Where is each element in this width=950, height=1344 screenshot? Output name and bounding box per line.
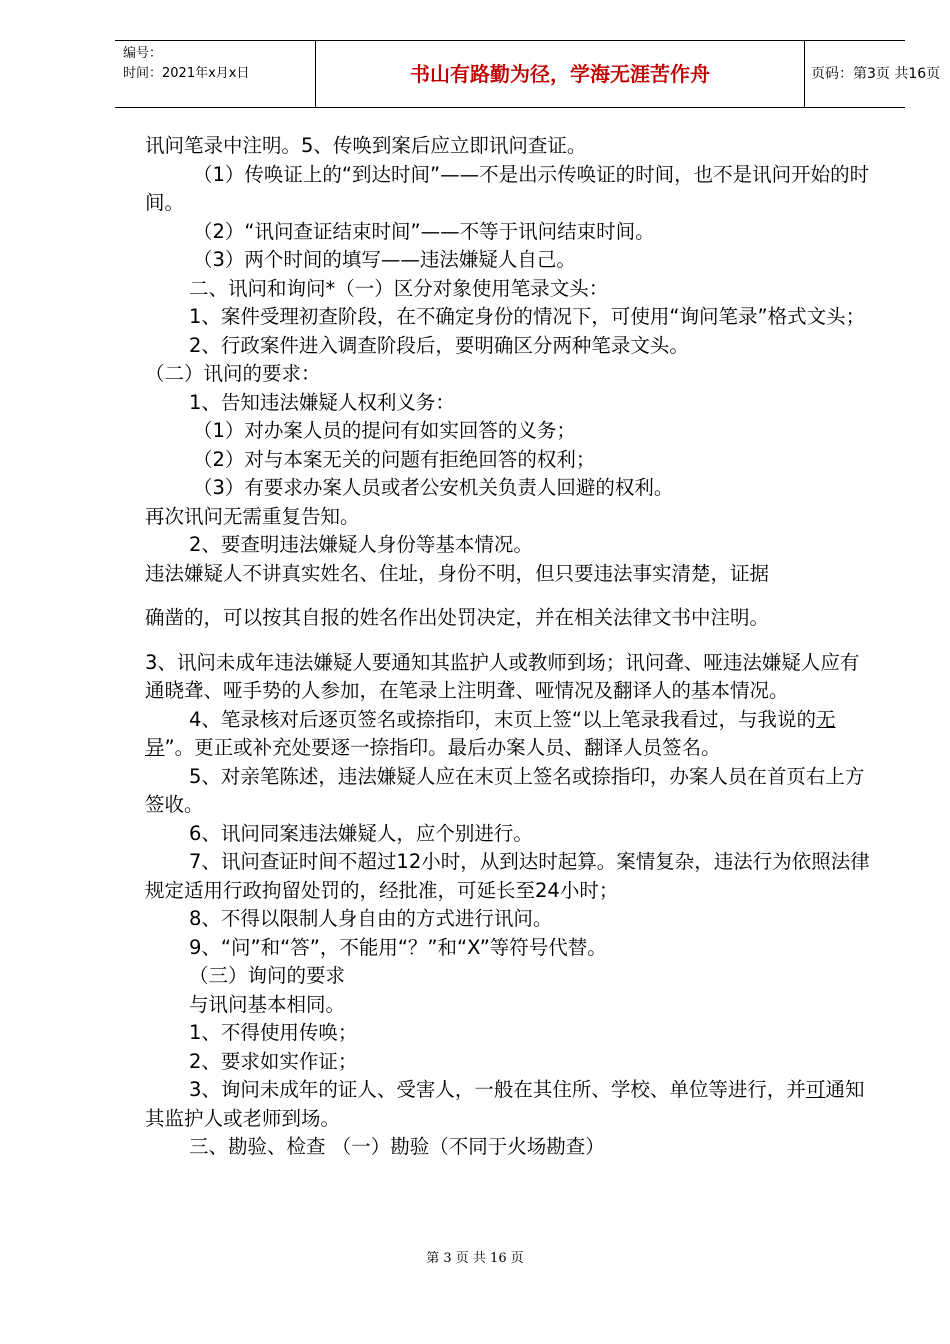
paragraph: （2）对与本案无关的问题有拒绝回答的权利；	[193, 447, 596, 471]
paragraph	[145, 706, 875, 763]
paragraph: 3、讯问未成年违法嫌疑人要通知其监护人或教师到场；讯问聋、哑违法嫌疑人应有通晓聋、哑手势的人参加，在笔录上注明聋、哑情况及翻译人的基本情况。	[145, 650, 860, 702]
paragraph: 5、对亲笔陈述，违法嫌疑人应在末页上签名或捺指印，办案人员在首页右上方签收。	[145, 764, 865, 816]
paragraph: （1）对办案人员的提问有如实回答的义务；	[193, 419, 576, 442]
section-heading: （二）讯问的要求：	[145, 362, 321, 385]
section-heading: 二、讯问和询问*（一）区分对象使用笔录文头：	[189, 276, 609, 300]
paragraph: 讯问笔录中注明。5、传唤到案后应立即讯问查证。	[145, 134, 587, 157]
paragraph: （3）两个时间的填写——违法嫌疑人自己。	[193, 248, 576, 271]
section-heading: 三、勘验、检查 （一）勘验（不同于火场勘查）	[189, 1135, 605, 1158]
text-run: 4、笔录核对后逐页签名或捺指印，末页上签“以上笔录我看过，与我说的	[189, 707, 817, 731]
paragraph: 1、案件受理初查阶段，在不确定身份的情况下，可使用“询问笔录”格式文头；	[189, 305, 866, 328]
paragraph: 8、不得以限制人身自由的方式进行讯问。	[189, 907, 553, 930]
section-heading: （三）询问的要求	[189, 964, 346, 987]
paragraph: 6、讯问同案违法嫌疑人，应个别进行。	[189, 821, 533, 845]
paragraph: 9、“问”和“答”，不能用“？”和“X”等符号代替。	[189, 935, 607, 959]
header-page-info: 页码：第3页 共16页	[811, 66, 941, 82]
text-run: 通知其监护人或老师到场。	[145, 1078, 865, 1130]
paragraph: 2、要求如实作证；	[189, 1049, 358, 1073]
paragraph: 1、不得使用传唤；	[189, 1021, 358, 1044]
underlined-text: 可	[805, 1078, 826, 1101]
paragraph: （1）传唤证上的“到达时间”——不是出示传唤证的时间，也不是讯问开始的时间。	[145, 162, 870, 214]
header-motto: 书山有路勤为径，学海无涯苦作舟	[315, 41, 805, 107]
paragraph: （2）“讯问查证结束时间”——不等于讯问结束时间。	[193, 219, 655, 243]
paragraph	[145, 1076, 875, 1133]
paragraph: （3）有要求办案人员或者公安机关负责人回避的权利。	[193, 476, 674, 499]
doc-number-label: 编号：	[123, 46, 163, 61]
paragraph: 2、行政案件进入调查阶段后，要明确区分两种笔录文头。	[189, 333, 689, 357]
paragraph: 确凿的，可以按其自报的姓名作出处罚决定，并在相关法律文书中注明。	[145, 606, 770, 629]
doc-time-label: 时间：2021年x月x日	[123, 66, 250, 81]
page-header	[115, 40, 941, 108]
paragraph: 与讯问基本相同。	[189, 992, 346, 1016]
document-body	[145, 132, 875, 1162]
text-run: ”。更正或补充处要逐一捺指印。最后办案人员、翻译人员签名。	[164, 736, 721, 759]
page-footer: 第 3 页 共 16 页	[426, 1251, 524, 1266]
paragraph: 2、要查明违法嫌疑人身份等基本情况。	[189, 533, 533, 556]
paragraph: 1、告知违法嫌疑人权利义务：	[189, 390, 455, 414]
text-run: 3、询问未成年的证人、受害人，一般在其住所、学校、单位等进行，并	[189, 1078, 806, 1101]
paragraph: 7、讯问查证时间不超过12小时，从到达时起算。案情复杂，违法行为依照法律规定适用行政拘留处罚的，经批准，可延长至24小时；	[145, 850, 870, 902]
paragraph: 再次讯问无需重复告知。	[145, 504, 360, 528]
underlined-text: 无异	[145, 707, 836, 759]
paragraph: 违法嫌疑人不讲真实姓名、住址，身份不明，但只要违法事实清楚，证据	[145, 561, 770, 585]
header-meta	[115, 41, 315, 107]
